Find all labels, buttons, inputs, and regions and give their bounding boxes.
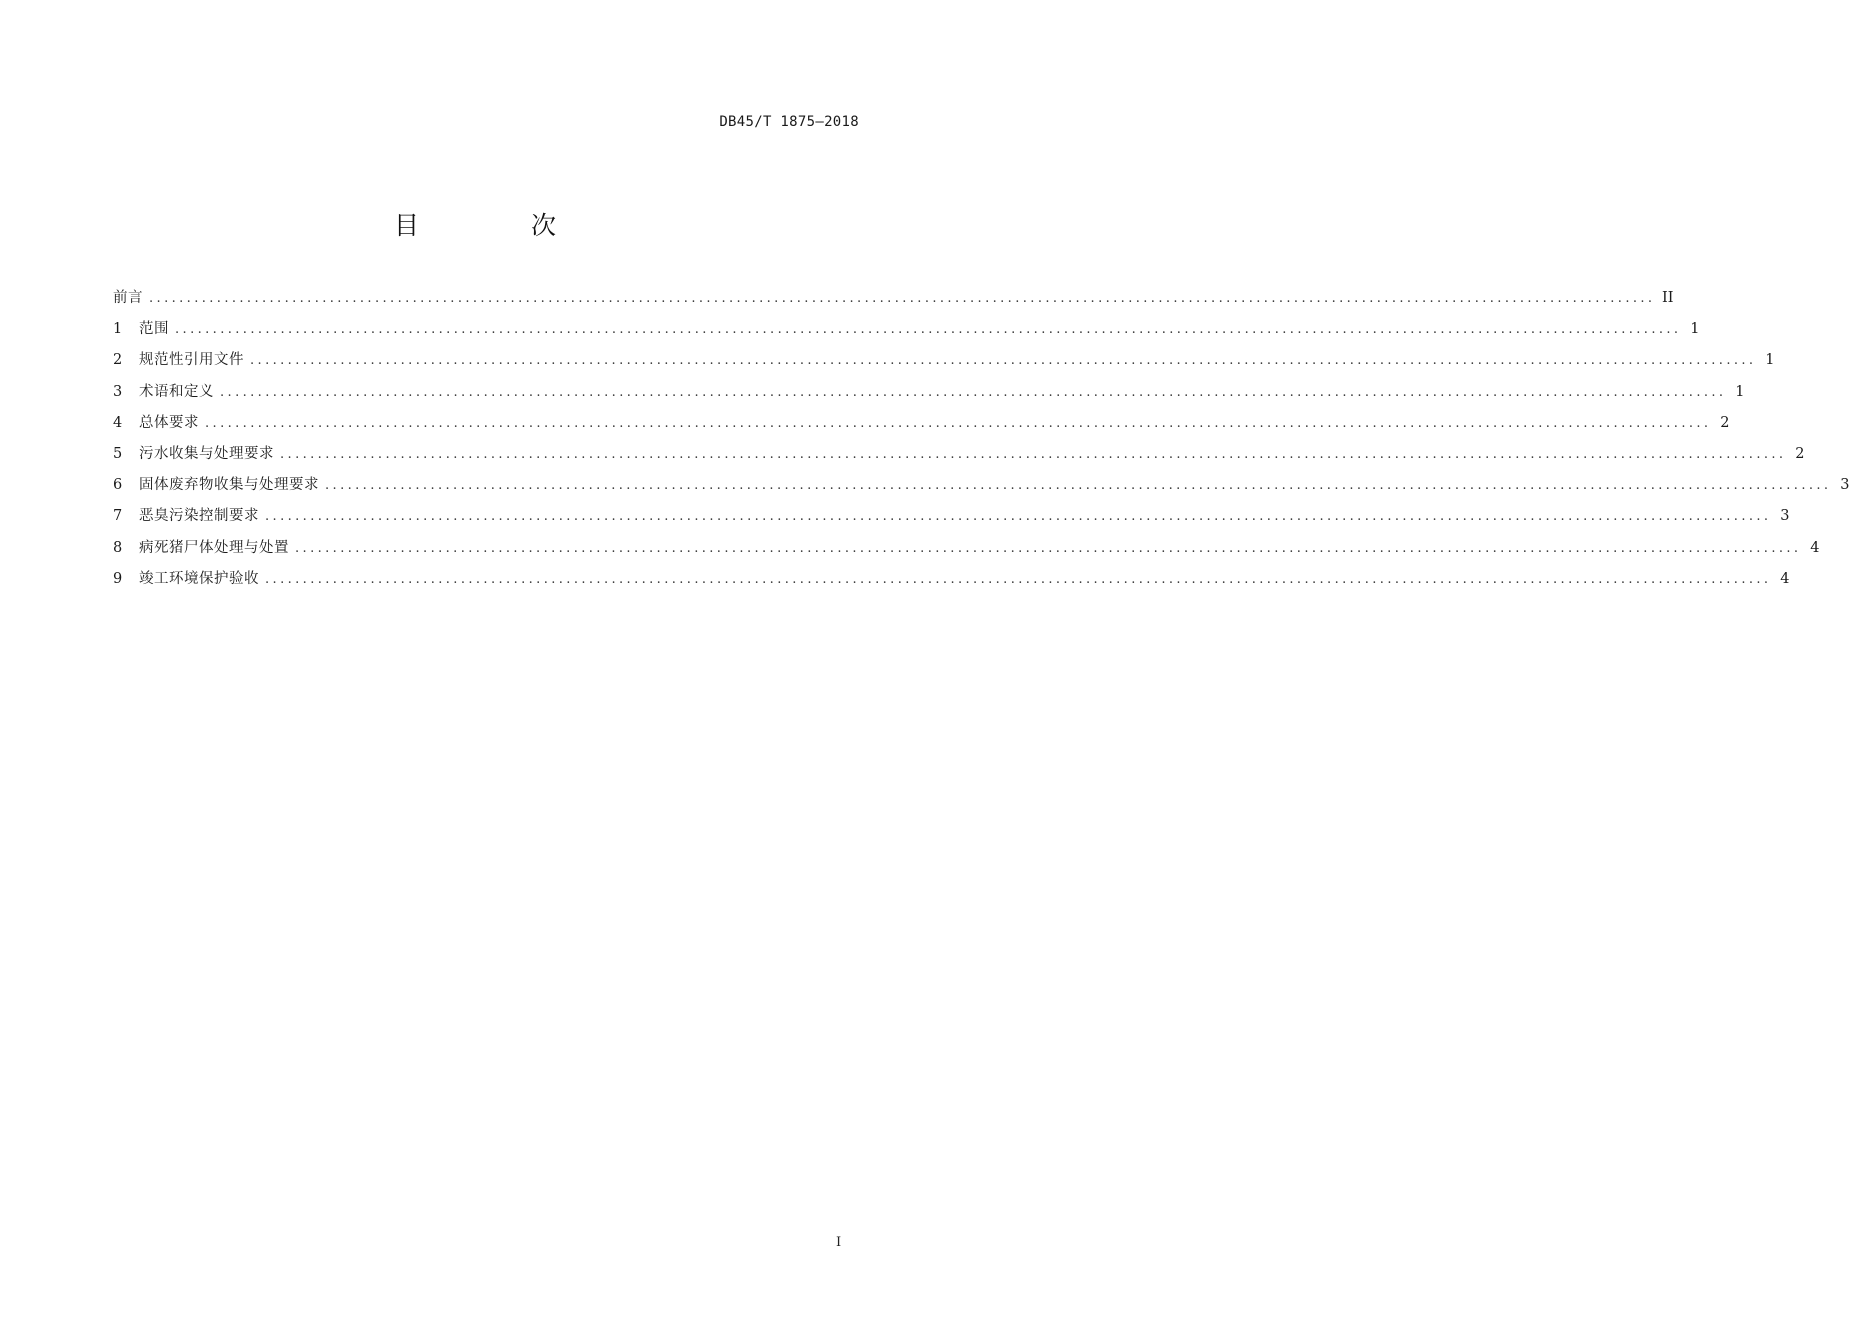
toc-entry-number: 7 (113, 508, 123, 525)
toc-entry-page: 2 (1795, 445, 1805, 462)
toc-entry-label: 污水收集与处理要求 (139, 445, 274, 462)
toc-entry-page: 4 (1780, 570, 1790, 587)
toc-leader-dots: ........................................................................................................................................................................................................ (265, 571, 1772, 587)
toc-entry-number: 1 (113, 321, 123, 338)
toc-entry-page: 3 (1840, 477, 1849, 494)
toc-leader-dots: ........................................................................................................................................................................................................ (280, 446, 1787, 462)
toc-leader-dots: ........................................................................................................................................................................................................ (250, 353, 1757, 369)
toc-entry-label: 病死猪尸体处理与处置 (139, 539, 289, 556)
toc-entry-number: 9 (113, 570, 123, 587)
toc-leader-dots: ........................................................................................................................................................................................................ (175, 322, 1682, 338)
toc-entry-page: 1 (1765, 352, 1775, 369)
toc-entry-number: 2 (113, 352, 123, 369)
toc-entry-label: 固体废弃物收集与处理要求 (139, 477, 319, 494)
toc-entry-page: 4 (1810, 539, 1820, 556)
toc-entry-number: 6 (113, 477, 123, 494)
toc-entry-label: 范围 (139, 321, 169, 338)
toc-entry-2[interactable] (113, 348, 1775, 379)
toc-entry-page: 1 (1735, 383, 1745, 400)
toc-leader-dots: ........................................................................................................................................................................................................ (295, 540, 1802, 556)
toc-entry-label: 总体要求 (139, 414, 199, 431)
toc-entry-9[interactable] (113, 567, 1790, 598)
toc-entry-label: 恶臭污染控制要求 (139, 508, 259, 525)
toc-entry-5[interactable] (113, 442, 1805, 473)
toc-entry-6[interactable] (113, 473, 1849, 504)
toc-entry-page: II (1662, 290, 1674, 306)
toc-entry-page: 1 (1690, 321, 1700, 338)
toc-leader-dots: ........................................................................................................................................................................................................ (220, 384, 1727, 400)
toc-entry-page: 2 (1720, 414, 1730, 431)
toc-entry-number: 8 (113, 539, 123, 556)
toc-entry-foreword[interactable] (113, 286, 1674, 317)
toc-entry-label: 术语和定义 (139, 383, 214, 400)
toc-leader-dots: ........................................................................................................................................................................................................ (205, 415, 1712, 431)
toc-entry-number: 5 (113, 445, 123, 462)
toc-entry-4[interactable] (113, 411, 1730, 442)
toc-entry-page: 3 (1780, 508, 1790, 525)
table-of-contents (113, 286, 1849, 598)
toc-entry-label: 规范性引用文件 (139, 352, 244, 369)
toc-entry-label: 前言 (113, 290, 143, 306)
toc-entry-label: 竣工环境保护验收 (139, 570, 259, 587)
page-number: I (836, 1235, 842, 1250)
toc-leader-dots: ........................................................................................................................................................................................................ (149, 291, 1656, 306)
document-code: DB45/T 1875—2018 (719, 114, 859, 130)
toc-entry-8[interactable] (113, 536, 1820, 567)
toc-entry-number: 3 (113, 383, 123, 400)
toc-leader-dots: ........................................................................................................................................................................................................ (325, 478, 1832, 494)
toc-entry-3[interactable] (113, 380, 1745, 411)
toc-leader-dots: ........................................................................................................................................................................................................ (265, 509, 1772, 525)
toc-title: 目 次 (394, 211, 608, 240)
toc-entry-1[interactable] (113, 317, 1700, 348)
toc-entry-number: 4 (113, 414, 123, 431)
toc-entry-7[interactable] (113, 504, 1790, 535)
